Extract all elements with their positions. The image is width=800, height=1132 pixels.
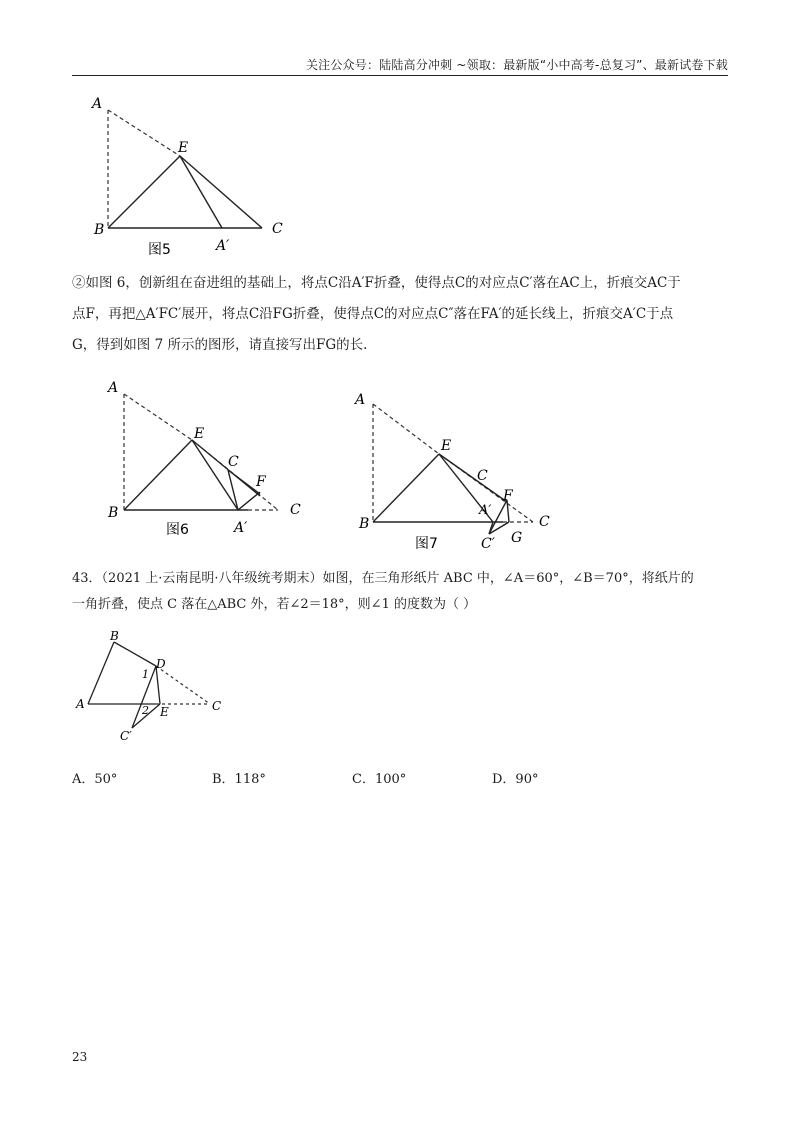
part2-line-3: G，得到如图 7 所示的图形，请直接写出FG的长.	[72, 337, 368, 353]
fig7-line-ae	[373, 404, 439, 454]
q43-label-c: C	[212, 699, 222, 713]
fig7-label-c-upper: C	[477, 468, 488, 484]
q43-line-dc	[156, 666, 210, 704]
fig7-line-ef	[439, 454, 507, 502]
fig5-line-ae	[108, 110, 180, 156]
fig7-label-a: A	[355, 392, 366, 408]
fig5-label-b: B	[94, 222, 105, 238]
fig6-label-c: C	[290, 502, 301, 518]
option-b[interactable]: B．118°	[212, 772, 266, 787]
fig6-line-af	[238, 492, 260, 510]
option-d[interactable]: D．90°	[492, 772, 539, 787]
fig7-label-c: C	[539, 514, 550, 530]
fig6-label-a: A	[108, 380, 119, 396]
page-header: 关注公众号：陆陆高分冲刺 ~领取：最新版“小中高考-总复习”、最新试卷下载	[305, 58, 728, 72]
fig6-label-a-prime: A′	[234, 520, 248, 536]
fig7-label-e: E	[441, 438, 452, 454]
fig7-label-f: F	[503, 488, 513, 504]
fig5-label-a-prime: A′	[216, 238, 230, 254]
q43-line-ab	[88, 642, 114, 704]
fig7-line-be	[373, 454, 439, 522]
fig6-label-f: F	[256, 474, 266, 490]
fig5-caption: 图5	[148, 242, 171, 258]
q43-line-bd	[114, 642, 156, 666]
q43-label-b: B	[110, 629, 119, 643]
header-rule	[72, 75, 728, 76]
page-number: 23	[72, 1050, 88, 1064]
fig5-line-be	[108, 156, 180, 228]
figure-7	[345, 382, 565, 554]
fig6-label-c-upper: C	[228, 454, 239, 470]
option-c[interactable]: C．100°	[352, 772, 407, 787]
q43-label-c-prime: C′	[120, 729, 132, 743]
q43-label-a: A	[76, 697, 85, 711]
q43-line-de	[156, 666, 160, 704]
question-43	[72, 566, 730, 618]
fig6-line-ae	[124, 394, 192, 440]
part2-line-1: ②如图 6，创新组在奋进组的基础上，将点C沿A′F折叠，使得点C的对应点C′落在AC上，折痕交AC于	[72, 275, 681, 291]
fig5-label-a: A	[92, 96, 103, 112]
fig5-label-e: E	[178, 140, 189, 156]
figure-6	[100, 372, 320, 544]
fig6-label-e: E	[194, 426, 205, 442]
figure-5	[80, 88, 300, 263]
fig6-caption: 图6	[166, 522, 189, 538]
fig7-label-c-prime: C′	[481, 536, 495, 552]
part2-line-2: 点F，再把△A′FC′展开，将点C沿FG折叠，使得点C的对应点C″落在FA′的延长线上，折痕交A′C于点	[72, 306, 674, 322]
fig5-line-ea	[180, 156, 222, 228]
fig6-line-be	[124, 440, 192, 510]
fig5-label-c: C	[272, 221, 283, 237]
fig7-label-b: B	[359, 516, 370, 532]
q43-label-e: E	[160, 705, 169, 719]
q43-line-1: 43．（2021 上·云南昆明·八年级统考期末）如图，在三角形纸片 ABC 中，∠A＝60°，∠B＝70°，将纸片的	[72, 571, 694, 586]
fig7-label-g: G	[511, 530, 523, 546]
q43-label-2: 2	[142, 704, 149, 717]
fig7-label-a-prime: A′	[479, 503, 492, 518]
part2-paragraph	[72, 268, 730, 361]
q43-label-d: D	[156, 657, 166, 671]
fig6-label-b: B	[108, 505, 119, 521]
figure-q43	[72, 628, 242, 744]
option-a[interactable]: A．50°	[72, 772, 118, 787]
fig6-line-ef	[192, 440, 260, 496]
fig5-line-ec	[180, 156, 262, 228]
fig7-caption: 图7	[415, 536, 438, 552]
q43-line-2: 一角折叠，使点 C 落在△ABC 外，若∠2＝18°，则∠1 的度数为（ ）	[72, 597, 477, 612]
q43-label-1: 1	[142, 668, 149, 681]
fig6-line-ea	[192, 440, 238, 510]
